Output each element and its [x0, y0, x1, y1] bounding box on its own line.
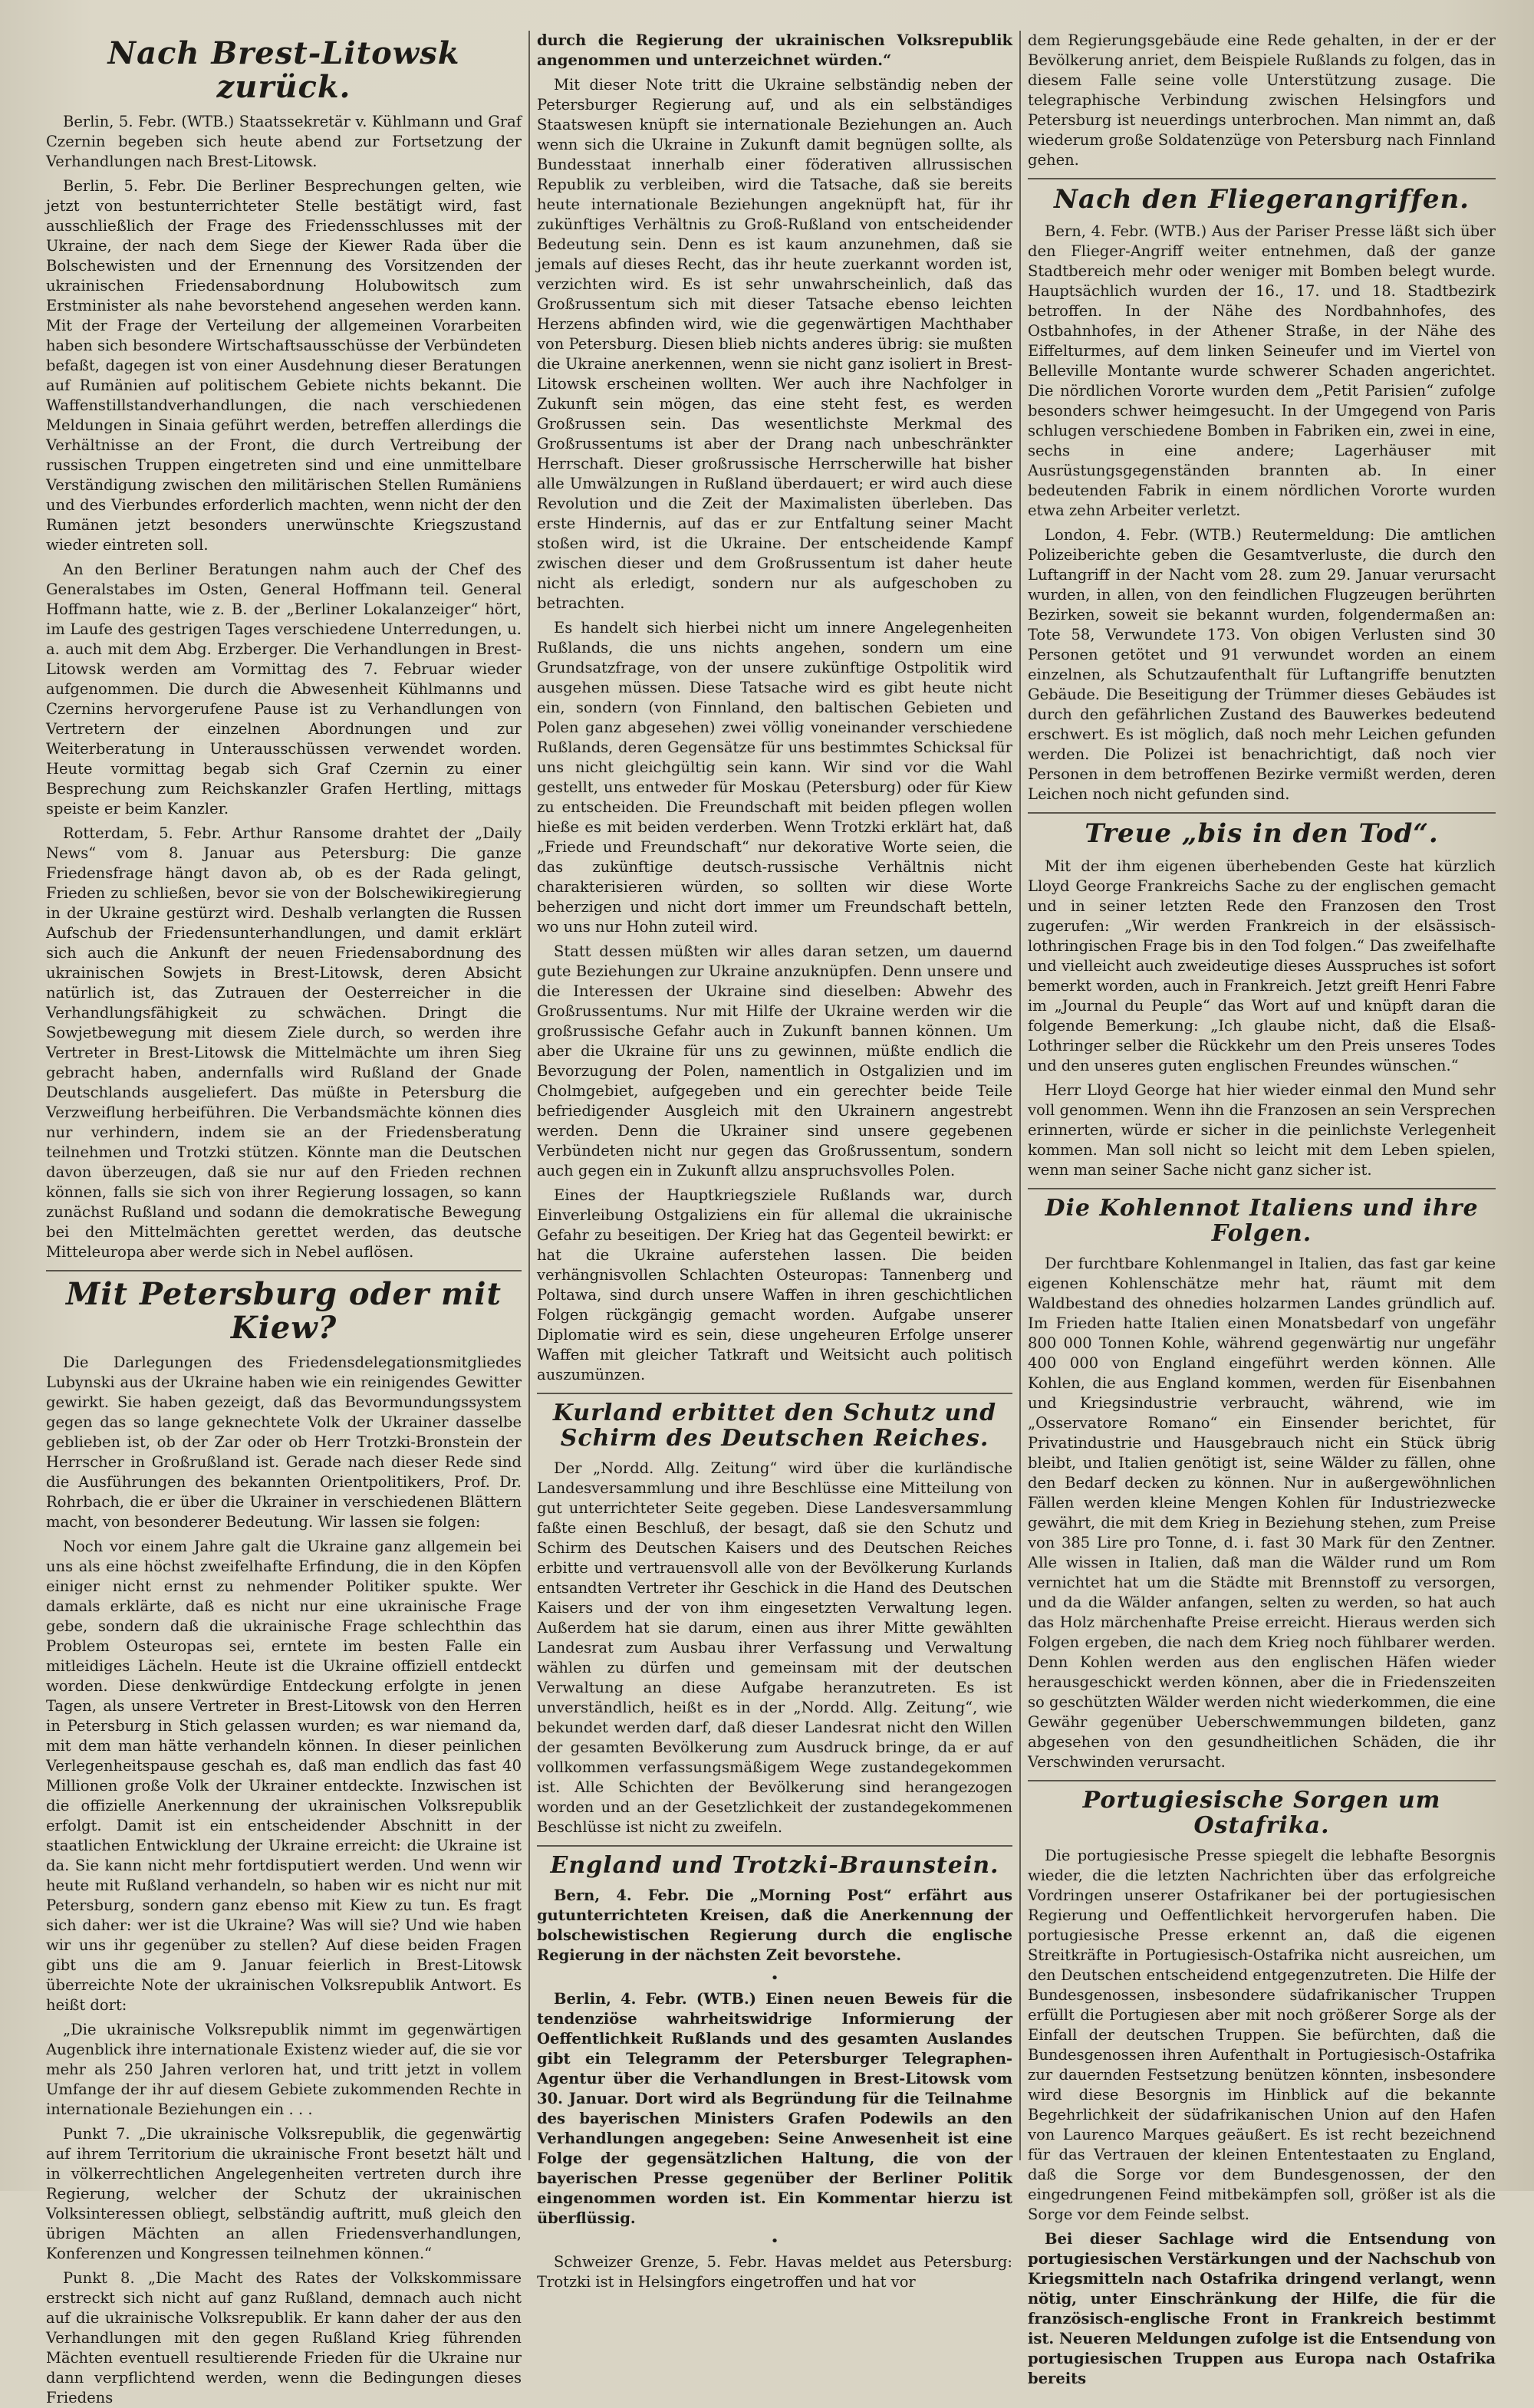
article-divider — [1028, 812, 1496, 814]
paragraph: An den Berliner Beratungen nahm auch der Chef des Generalstabes im Osten, General Hoffmann teil. General Hoffmann hatte, wie z. B. der „Berliner Lokalanzeiger“ hört, im Laufe des gestrigen Tages verschiedene Unterredungen, u. a. auch mit dem Abg. Erzberger. Die Verhandlungen in Brest-Litowsk werden am Vormittag des 7. Februar wieder aufgenommen. Die durch die Abwesenheit Kühlmanns und Czernins hervorgerufene Pause ist zu Verhandlungen von Vertretern der einzelnen Abordnungen und zur Weiterberatung in Unterausschüssen verwendet worden. Heute vormittag begab sich Graf Czernin zu einer Besprechung zum Reichskanzler Grafen Hertling, mittags speiste er beim Kanzler. — [46, 561, 522, 817]
paragraph: Rotterdam, 5. Febr. Arthur Ransome drahtet der „Daily News“ vom 8. Januar aus Petersburg: Die ganze Friedensfrage hängt davon ab, ob es der Rada gelingt, Frieden zu schließen, bevor sie von der Bolschewikiregierung in der Ukraine gestürzt wird. Deshalb verlangten die Russen Aufschub der Friedensunterhandlungen, und damit erklärt sich auch die Ankunft der neuen Friedensabordnung des ukrainischen Sowjets in Brest-Litowsk, deren Absicht natürlich ist, das Zutrauen der Oesterreicher in die Verhandlungsfähigkeit zu schwächen. Dringt die Sowjetbewegung mit diesem Ziele durch, so werden ihre Vertreter in Brest-Litowsk die Mittelmächte um ihren Sieg gebracht haben, andernfalls wird Rußland der Gnade Deutschlands ausgeliefert. Das müßte in Petersburg die Verzweiflung herbeiführen. Die Verbandsmächte können dies nur verhindern, indem sie an der Friedensberatung teilnehmen und Trotzki stützen. Könnte man die Deutschen davon überzeugen, daß sie nur auf den Frieden rechnen können, falls sie sich von ihrer Regierung lossagen, so kann zunächst Rußland und sodann die demokratische Bewegung bei den Mittelmächten gerettet werden, das deutsche Mitteleuropa aber werde sich in Nebel auflösen. — [46, 824, 522, 1261]
column-rule — [528, 31, 530, 2160]
article-divider — [1028, 1780, 1496, 1781]
headline: Mit Petersburg oder mit Kiew? — [66, 1276, 502, 1346]
headline: Die Kohlennot Italiens und ihre Folgen. — [1045, 1194, 1479, 1247]
article-treue — [1028, 820, 1496, 1179]
paragraph: Der „Nordd. Allg. Zeitung“ wird über die kurländische Landesversammlung und ihre Beschlüsse eine Mitteilung von gut unterrichteter Seite gegeben. Diese Landesversammlung faßte einen Beschluß, der besagt, daß sie den Schutz und Schirm des Deutschen Kaisers und des Deutschen Reiches erbitte und vertrauensvoll alle von der Bevölkerung Kurlands entsandten Vertreter ihr Geschick in die Hand des Deutschen Kaisers und der von ihm eingesetzten Verwaltung legen. Außerdem hat sie darum, einen aus ihrer Mitte gewählten Landesrat zum Ausbau ihrer Verfassung und Verwaltung wählen zu dürfen und gemeinsam mit der deutschen Verwaltung an diese Aufgabe heranzutreten. Es ist unverständlich, heißt es in der „Nordd. Allg. Zeitung“, wie bekundet werden darf, daß dieser Landesrat nicht den Willen der gesamten Bevölkerung zum Ausdruck bringe, da er auf vollkommen verfassungsmäßigem Wege zustandegekommen ist. Alle Schichten der Bevölkerung sind herangezogen worden und an der Gesetzlichkeit der zustandegekommenen Beschlüsse ist nicht zu zweifeln. — [537, 1459, 1012, 1836]
star-divider: • — [770, 1970, 779, 1986]
paragraph: „Die ukrainische Volksrepublik nimmt im gegenwärtigen Augenblick ihre internationale Existenz wieder auf, die sie vor mehr als 250 Jahren verloren hat, und tritt jetzt in vollem Umfange der ihr auf diesem Gebiete zukommenden Rechte in internationale Beziehungen ein . . . — [46, 2021, 522, 2118]
paragraph: Eines der Hauptkriegsziele Rußlands war, durch Einverleibung Ostgaliziens ein für allemal die ukrainische Gefahr zu beseitigen. Der Krieg hat das Gegenteil bewirkt: er hat die Ukraine auferstehen lassen. Die beiden verhängnisvollen Schlachten Osteuropas: Tannenberg und Poltawa, sind durch unsere Waffen in ihren geschichtlichen Folgen rückgängig gemacht worden. Aufgabe unserer Diplomatie wird es sein, diese ungeheuren Erfolge unserer Waffen mit gleicher Tatkraft und Weitsicht auch politisch auszumünzen. — [537, 1186, 1012, 1383]
paragraph: Schweizer Grenze, 5. Febr. Havas meldet aus Petersburg: Trotzki ist in Helsingfors eingetroffen und hat vor — [537, 2253, 1012, 2291]
paragraph: Statt dessen müßten wir alles daran setzen, um dauernd gute Beziehungen zur Ukraine anzuknüpfen. Denn unsere und die Interessen der Ukraine sind dieselben: Abwehr des Großrussentums. Nur mit Hilfe der Ukraine werden wir die großrussische Gefahr auch in Zukunft bannen können. Um aber die Ukraine für uns zu gewinnen, müßte endlich die Bevorzugung der Polen, namentlich in Ostgalizien und im Cholmgebiet, aufgegeben und ein gerechter beide Teile befriedigender Ausgleich mit den Ukrainern angestrebt werden. Denn die Ukrainer sind unsere gegebenen Verbündeten nicht nur gegen das Großrussentum, sondern auch gegen ein in Zukunft allzu anspruchsvolles Polen. — [537, 942, 1012, 1179]
article-divider — [1028, 1188, 1496, 1189]
paragraph: Die portugiesische Presse spiegelt die lebhafte Besorgnis wieder, die die letzten Nachrichten über das erfolgreiche Vordringen unserer Ostafrikaner bei der portugiesischen Regierung und Oeffentlichkeit hervorgerufen haben. Die portugiesische Presse erkennt an, daß die eigenen Streitkräfte in Portugiesisch-Ostafrika nicht ausreichen, um den Deutschen entscheidend entgegenzutreten. Die Hilfe der Bundesgenossen, insbesondere südafrikanischer Truppen erfüllt die Portugiesen aber mit noch größerer Sorge als der Einfall der deutschen Truppen. Sie befürchten, daß die Bundesgenossen ihren Aufenthalt in Portugiesisch-Ostafrika zur dauernden Festsetzung benützen könnten, insbesondere wird diese Besorgnis im Hinblick auf die bekannte Begehrlichkeit der südafrikanischen Union auf den Hafen von Laurenco Marques geäußert. Es ist recht bezeichnend für das Vertrauen der kleinen Ententestaaten zu England, daß die Sorge vor dem Bundesgenossen, der den eingedrungenen Feind mitbekämpfen soll, größer ist als die Sorge vor dem Feinde selbst. — [1028, 1846, 1496, 2223]
paragraph: London, 4. Febr. (WTB.) Reutermeldung: Die amtlichen Polizeiberichte geben die Gesamtverluste, die durch den Luftangriff in der Nacht vom 28. zum 29. Januar verursacht wurden, in allen, von den feindlichen Flugzeugen berührten Bezirken, soweit sie bekannt wurden, folgendermaßen an: Tote 58, Verwundete 173. Von obigen Verlusten sind 30 Personen getötet und 91 verwundet worden an einem einzelnen, als Schutzaufenthalt für Luftangriffe benutzten Gebäude. Die Beseitigung der Trümmer dieses Gebäudes ist durch den gefährlichen Zustand des Bauwerkes bedeutend erschwert. Es ist möglich, daß noch mehr Leichen gefunden werden. Die Polizei ist benachrichtigt, daß noch vier Personen in dem betroffenen Bezirke vermißt werden, deren Leichen noch nicht gefunden sind. — [1028, 526, 1496, 804]
paragraph: Der furchtbare Kohlenmangel in Italien, das fast gar keine eigenen Kohlenschätze mehr hat, räumt mit dem Waldbestand des ohnedies holzarmen Landes gründlich auf. Im Frieden hatte Italien einen Monatsbedarf von ungefähr 800 000 Tonnen Kohle, während gegenwärtig nur ungefähr 400 000 von England eingeführt werden können. Alle Kohlen, die aus England kommen, werden für Eisenbahnen und Kriegsindustrie verbraucht, während, wie im „Osservatore Romano“ ein Einsender berichtet, für Privatindustrie und Hausgebrauch nicht ein Stück übrig bleibt, und Italien genötigt ist, seine Wälder zu fällen, ohne den Bedarf decken zu können. Nur in außergewöhnlichen Fällen werden kleine Mengen Kohlen für Industriezwecke gewährt, die mit dem Krieg in Beziehung stehen, zum Preise von 385 Lire pro Tonne, d. i. fast 30 Mark für den Zentner. Alle wissen in Italien, daß man die Wälder rund um Rom vernichtet hat um die Städte mit Brennstoff zu versorgen, und da die Wälder anfangen, selten zu werden, so hat auch das Holz märchenhafte Preise erreicht. Hieraus werden sich Folgen ergeben, die nach dem Krieg noch fühlbarer werden. Denn Kohlen werden aus den englischen Häfen wieder herausgeschickt werden können, aber die in Friedenszeiten so geschützten Wälder werden nicht wiederkommen, die eine Gewähr gegenüber Ueberschwemmungen bildeten, ganz abgesehen von den gesundheitlichen Schäden, die ihr Verschwinden verursacht. — [1028, 1254, 1496, 1771]
paragraph: durch die Regierung der ukrainischen Volksrepublik angenommen und unterzeichnet würden.“ — [537, 31, 1012, 69]
paragraph: Noch vor einem Jahre galt die Ukraine ganz allgemein bei uns als eine höchst zweifelhafte Erfindung, die in den Köpfen einiger nicht ernst zu nehmender Politiker spukte. Wer damals erklärte, daß es nicht nur eine ukrainische Frage gebe, sondern daß die ukrainische Frage schlechthin das Problem Osteuropas sei, erntete im besten Falle ein mitleidiges Lächeln. Heute ist die Ukraine offiziell entdeckt worden. Diese denkwürdige Entdeckung erfolgte in jenen Tagen, als unsere Vertreter in Brest-Litowsk von den Herren in Petersburg in Stich gelassen wurden; es war niemand da, mit dem man hätte verhandeln können. In dieser peinlichen Verlegenheitspause geschah es, daß man endlich das fast 40 Millionen große Volk der Ukrainer entdeckte. Inzwischen ist die offizielle Anerkennung der ukrainischen Volksrepublik erfolgt. Damit ist ein entscheidender Abschnitt in der staatlichen Entwicklung der Ukraine erreicht: die Ukraine ist da. Sie kann nicht mehr fortdisputiert werden. Und wenn wir heute mit Rußland verhandeln, so haben wir es nicht nur mit Petersburg, sondern ganz ebenso mit Kiew zu tun. Es fragt sich daher: wer ist die Ukraine? Was will sie? Und wie haben wir uns ihr gegenüber zu stellen? Auf diese beiden Fragen gibt uns die am 9. Januar feierlich in Brest-Litowsk überreichte Note der ukrainischen Volksrepublik Antwort. Es heißt dort: — [46, 1538, 522, 2014]
headline: Portugiesische Sorgen um Ostafrika. — [1082, 1786, 1441, 1839]
article-england-trotzki-continued — [1028, 31, 1496, 170]
headline: Nach Brest-Litowsk zurück. — [107, 35, 460, 105]
paragraph: Berlin, 5. Febr. (WTB.) Staatssekretär v. Kühlmann und Graf Czernin begeben sich heute abend zur Fortsetzung der Verhandlungen nach Brest-Litowsk. — [46, 113, 522, 170]
article-ostafrika — [1028, 1788, 1496, 2389]
article-england-trotzki — [537, 1853, 1012, 2292]
column-3 — [1028, 31, 1496, 2387]
paragraph: Mit dieser Note tritt die Ukraine selbständig neben der Petersburger Regierung auf, und als ein selbständiges Staatswesen knüpft sie internationale Beziehungen an. Auch wenn sich die Ukraine in Zukunft damit begnügen sollte, als Bundesstaat innerhalb einer föderativen allrussischen Republik zu verbleiben, wird die Tatsache, daß sie bereits heute internationale Beziehungen angeknüpft hat, für ihr zukünftiges Verhältnis zu Groß-Rußland von entscheidender Bedeutung sein. Denn es ist kaum anzunehmen, daß sie jemals auf dieses Recht, das ihr heute zuerkannt worden ist, verzichten wird. Es ist sehr unwahrscheinlich, daß das Großrussentum sich mit dieser Tatsache ebenso leichten Herzens abfinden wird, wie die gegenwärtigen Machthaber von Petersburg. Diesen blieb nichts anderes übrig: sie mußten die Ukraine anerkennen, wenn sie nicht ganz isoliert in Brest-Litowsk erscheinen wollten. Wer auch ihre Nachfolger in Zukunft sein mögen, das eine steht fest, es werden Großrussen sein. Das wesentlichste Merkmal des Großrussentums ist aber der Drang nach unbeschränkter Herrschaft. Dieser großrussische Herrscherwille hat bisher alle Umwälzungen in Rußland überdauert; er wird auch diese Revolution und die Zeit der Maximalisten überleben. Das erste Hindernis, auf das er zur Entfaltung seiner Macht stoßen wird, ist die Ukraine. Der entscheidende Kampf zwischen dieser und dem Großrussentum ist daher heute nicht als erledigt, sondern nur als aufgeschoben zu betrachten. — [537, 76, 1012, 612]
paragraph: Punkt 7. „Die ukrainische Volksrepublik, die gegenwärtig auf ihrem Territorium die ukrainische Front besetzt hält und in völkerrechtlichen Angelegenheiten vertreten durch ihre Regierung, welcher der Schutz der ukrainischen Volksinteressen obliegt, selbständig auftritt, muß gleich den übrigen Mächten an allen Friedensverhandlungen, Konferenzen und Kongressen teilnehmen können.“ — [46, 2125, 522, 2262]
paragraph: Mit der ihm eigenen überhebenden Geste hat kürzlich Lloyd George Frankreichs Sache zu der englischen gemacht und in seiner letzten Rede den Franzosen den Trost zugerufen: „Wir werden Frankreich in der elsässisch-lothringischen Frage bis in den Tod folgen.“ Das zweifelhafte und vielleicht auch zweideutige dieses Ausspruches ist sofort bemerkt worden, auch in Frankreich. Jetzt greift Henri Fabre im „Journal du Peuple“ das Wort auf und knüpft daran die folgende Bemerkung: „Ich glaube nicht, daß die Elsaß-Lothringer selber die Rückkehr um den Preis unseres Todes und den unseres guten englischen Freundes wünschen.“ — [1028, 857, 1496, 1074]
paragraph: Bern, 4. Febr. Die „Morning Post“ erfährt aus gutunterrichteten Kreisen, daß die Anerkennung der bolschewistischen Regierung durch die englische Regierung in der nächsten Zeit bevorstehe. — [537, 1887, 1012, 1964]
article-divider — [537, 1393, 1012, 1394]
paragraph: Punkt 8. „Die Macht des Rates der Volkskommissare erstreckt sich nicht auf ganz Rußland, demnach auch nicht auf die ukrainische Volksrepublik. Er kann daher der aus den Verhandlungen mit den gegen Rußland Krieg führenden Mächten eventuell resultierende Frieden für die Ukraine nur dann verpflichtend werden, wenn die Bedingungen dieses Friedens — [46, 2269, 522, 2406]
paragraph: Bern, 4. Febr. (WTB.) Aus der Pariser Presse läßt sich über den Flieger-Angriff weiter entnehmen, daß der ganze Stadtbereich mehr oder weniger mit Bomben belegt wurde. Hauptsächlich wurden der 16., 17. und 18. Stadtbezirk betroffen. In der Nähe des Nordbahnhofes, des Ostbahnhofes, in der Athener Straße, in der Nähe des Eiffelturmes, auf dem linken Seineufer und im Viertel von Belleville Montante wurde schwerer Schaden angerichtet. Die nördlichen Vororte wurden dem „Petit Parisien“ zufolge besonders schwer heimgesucht. In der Umgegend von Paris schlugen verschiedene Bomben in Fabriken ein, zwei in eine, sechs in eine andere; Lagerhäuser mit Ausrüstungsgegenständen brannten ab. In einer bedeutenden Fabrik in einem nördlichen Vororte wurden etwa zehn Arbeiter verletzt. — [1028, 222, 1496, 520]
article-kurland — [537, 1400, 1012, 1837]
article-divider — [46, 1270, 522, 1271]
headline: England und Trotzki-Braunstein. — [550, 1852, 999, 1879]
headline: Treue „bis in den Tod“. — [1085, 818, 1439, 850]
paragraph: Es handelt sich hierbei nicht um innere Angelegenheiten Rußlands, die uns nichts angehen, sondern um eine Grundsatzfrage, von der unsere zukünftige Ostpolitik wird ausgehen müssen. Diese Tatsache wird es gibt heute nicht ein, sondern (von Finnland, den baltischen Gebieten und Polen ganz abgesehen) zwei völlig voneinander verschiedene Rußlands, deren Gegensätze für uns bestimmtes Schicksal für uns nicht gleichgültig sein kann. Wir sind vor die Wahl gestellt, uns entweder für Moskau (Petersburg) oder für Kiew zu entscheiden. Die Freundschaft mit beiden pflegen wollen hieße es mit beiden verderben. Wenn Trotzki erklärt hat, daß „Friede und Freundschaft“ nur dekorative Worte seien, die das zukünftige deutsch-russische Verhältnis nicht charakterisieren würden, so sollten wir diese Worte beherzigen und nicht dort immer um Freundschaft betteln, wo uns nur Hohn zuteil wird. — [537, 619, 1012, 936]
paragraph: dem Regierungsgebäude eine Rede gehalten, in der er der Bevölkerung anriet, dem Beispiele Rußlands zu folgen, das in diesem Falle seine volle Unterstützung zusage. Die telegraphische Verbindung zwischen Helsingfors und Petersburg ist neuerdings unterbrochen. Man nimmt an, daß wiederum große Soldatenzüge von Petersburg nach Finnland gehen. — [1028, 31, 1496, 169]
column-2 — [537, 31, 1012, 2291]
article-petersburg-kiew-continued — [537, 31, 1012, 1385]
article-divider — [537, 1845, 1012, 1847]
paragraph: Die Darlegungen des Friedensdelegationsmitgliedes Lubynski aus der Ukraine haben wie ein reinigendes Gewitter gewirkt. Sie haben gezeigt, daß das Bevormundungssystem gegen das so lange geknechtete Volk der Ukrainer dasselbe geblieben ist, ob der Zar oder ob Herr Trotzki-Bronstein der Herrscher in Großrußland ist. Gerade nach dieser Rede sind die Ausführungen des bekannten Orientpolitikers, Prof. Dr. Rohrbach, die er über die Ukrainer in verschiedenen Blättern macht, von besonderer Bedeutung. Wir lassen sie folgen: — [46, 1354, 522, 1531]
article-petersburg-kiew — [46, 1278, 522, 2408]
paragraph: Herr Lloyd George hat hier wieder einmal den Mund sehr voll genommen. Wenn ihn die Franzosen an sein Versprechen erinnerten, würde er sicher in die peinlichste Verlegenheit kommen. Man soll nicht so leicht mit dem Leben spielen, wenn man seiner Sache nicht ganz sicher ist. — [1028, 1081, 1496, 1179]
paragraph: Berlin, 4. Febr. (WTB.) Einen neuen Beweis für die tendenziöse wahrheitswidrige Informierung der Oeffentlichkeit Rußlands und des gesamten Auslandes gibt ein Telegramm der Petersburger Telegraphen-Agentur über die Verhandlungen in Brest-Litowsk vom 30. Januar. Dort wird als Begründung für die Teilnahme des bayerischen Ministers Grafen Podewils an den Verhandlungen angegeben: Seine Anwesenheit ist eine Folge der gegensätzlichen Haltung, die von der bayerischen Presse gegenüber der Berliner Politik eingenommen worden ist. Ein Kommentar hierzu ist überflüssig. — [537, 1990, 1012, 2227]
column-rule — [1019, 31, 1021, 2160]
paragraph: Bei dieser Sachlage wird die Entsendung von portugiesischen Verstärkungen und der Nachschub von Kriegsmitteln nach Ostafrika dringend verlangt, wenn nötig, unter Einschränkung der Hilfe, die für die französisch-englische Front in Frankreich bestimmt ist. Neueren Meldungen zufolge ist die Entsendung von portugiesischen Truppen aus Europa nach Ostafrika bereits — [1028, 2229, 1496, 2387]
article-fliegerangriffe — [1028, 186, 1496, 804]
article-brest-litowsk — [46, 37, 522, 1262]
article-kohlennot — [1028, 1196, 1496, 1772]
headline: Kurland erbittet den Schutz und Schirm des Deutschen Reiches. — [552, 1400, 997, 1452]
paragraph: Berlin, 5. Febr. Die Berliner Besprechungen gelten, wie jetzt von bestunterrichteter Stelle bestätigt wird, fast ausschließlich der Frage des Friedensschlusses mit der Ukraine, der nach dem Siege der Kiewer Rada über die Bolschewisten und der Ernennung des Vorsitzenden der ukrainischen Friedensabordnung Holubowitsch zum Erstminister als nahe bevorstehend angesehen werden kann. Mit der Frage der Verteilung der allgemeinen Vorarbeiten haben sich besondere Wirtschaftsausschüsse der Verbündeten befaßt, dagegen ist von einer Ausdehnung dieser Beratungen auf Rumänien auf politischem Gebiete nichts bekannt. Die Waffenstillstandverhandlungen, die nach verschiedenen Meldungen in Sinaia geführt werden, betreffen allerdings die Verhältnisse an der Front, die durch Vertreibung der russischen Truppen eingetreten sind und eine unmittelbare Verständigung zwischen den militärischen Stellen Rumäniens und des Vierbundes erforderlich machten, wenn nicht der den Rumänen jetzt besonders unerwünschte Kriegszustand wieder eintreten soll. — [46, 177, 522, 554]
column-1 — [46, 31, 522, 2406]
headline: Nach den Fliegerangriffen. — [1053, 184, 1470, 215]
article-divider — [1028, 178, 1496, 179]
star-divider: • — [770, 2233, 779, 2249]
